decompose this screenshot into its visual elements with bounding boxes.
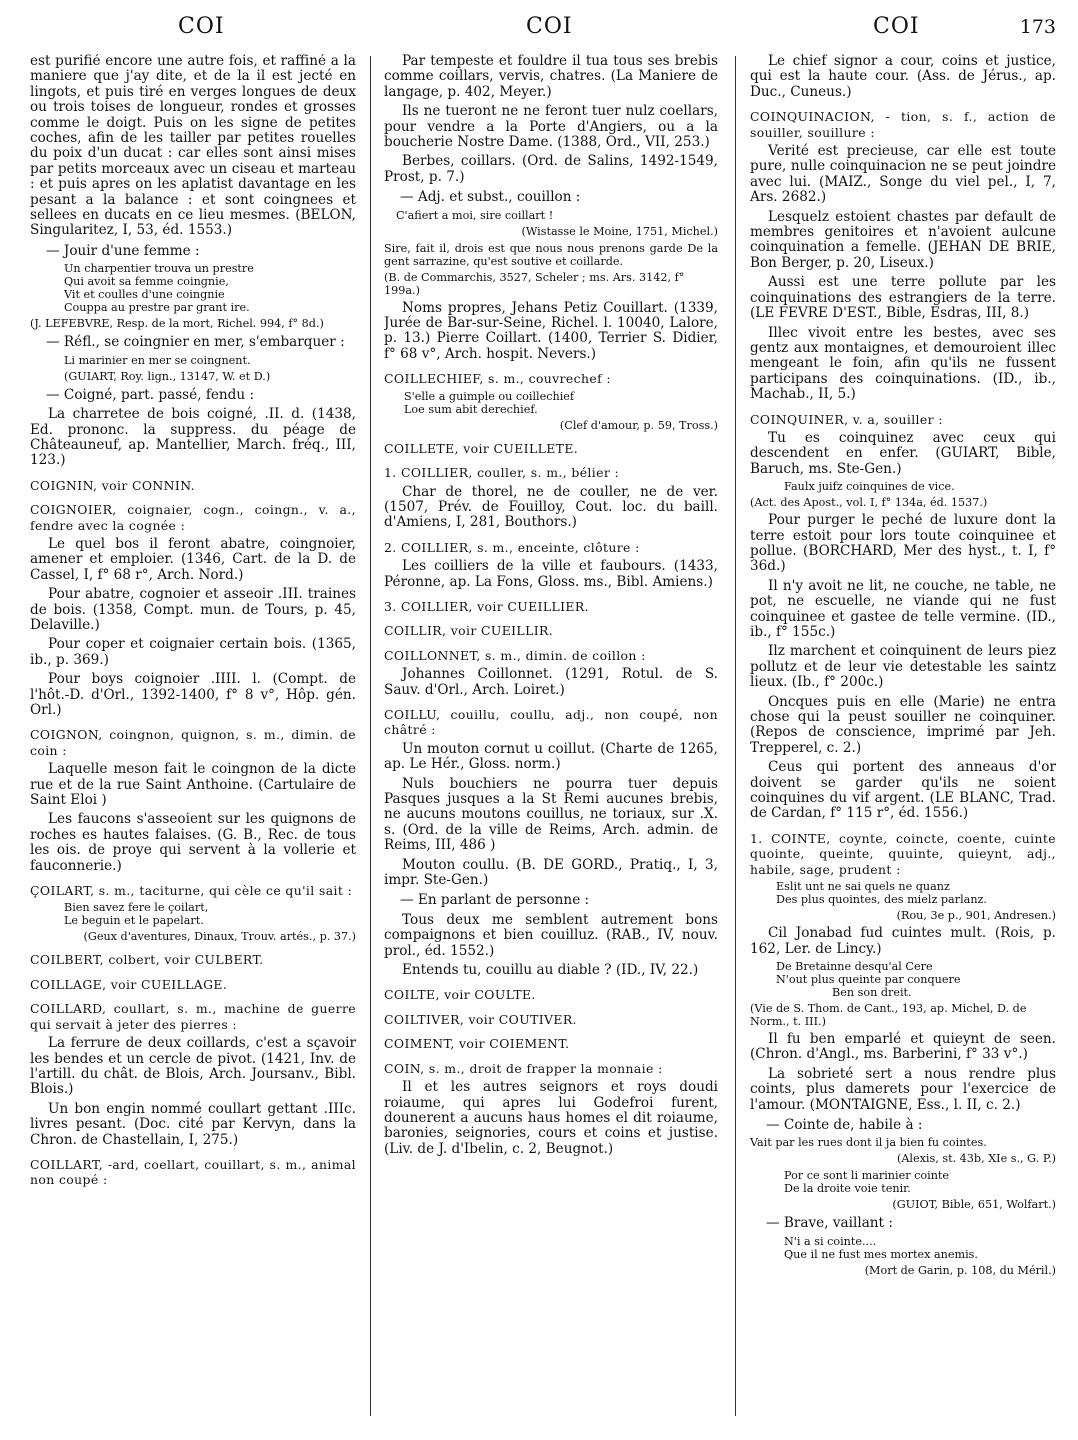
entry-headword: COILLU, couillu, coullu, adj., non coupé, non châtré : (384, 706, 718, 738)
sense-heading: — Jouir d'une femme : (46, 242, 200, 259)
verse-line: N'i a si cointe.... (784, 1234, 877, 1248)
paragraph: Berbes, coillars. (Ord. de Salins, 1492-1549, Prost, p. 7.) (384, 153, 718, 185)
entry-headword: 1. COINTE, coynte, coincte, coente, cuinte quointe, queinte, quuinte, quieynt, adj., habile, sage, prudent : (750, 830, 1056, 877)
citation: (Clef d'amour, p. 59, Tross.) (559, 418, 718, 432)
citation: (B. de Commarchis, 3527, Scheler ; ms. Ars. 3142, f° 199a.) (384, 270, 685, 297)
entry-headword: COILTE, voir COULTE. (384, 987, 536, 1003)
verse-quote (784, 480, 1056, 493)
citation: (Geux d'aventures, Dinaux, Trouv. artés., p. 37.) (83, 930, 356, 944)
verse-line: Couppa au prestre par grant ire. (64, 301, 250, 315)
paragraph: Un mouton cornut u coillut. (Charte de 1265, ap. Le Hér., Gloss. norm.) (384, 740, 718, 773)
sense-heading: — Coigné, part. passé, fendu : (46, 386, 255, 403)
verse-line: Qui avoit sa femme coingnie, (64, 275, 229, 289)
paragraph: La charretee de bois coigné, .II. d. (1438, Ed. prononc. la suppress. du péage de Châteauneuf, ap. Mantellier, March. fréq., III, 123.) (30, 406, 356, 469)
verse-line: N'out plus queinte par conquere (776, 972, 961, 986)
paragraph: Le chief signor a cour, coins et justice, qui est la haute cour. (Ass. de Jérus., ap. Duc., Cuneus.) (750, 54, 1056, 100)
paragraph: Ceus qui portent des anneaus d'or doivent se garder qu'ils ne soient coinquines du vif argent. (LE BLANC, Trad. de Cardan, f° 115 r°, éd. 1556.) (750, 759, 1056, 822)
paragraph: Laquelle meson fait le coingnon de la dicte rue et de la rue Saint Anthoine. (Cartulaire de Saint Eloi ) (30, 761, 356, 809)
verse-quote (784, 1235, 1056, 1261)
paragraph: Cil Jonabad fud cuintes mult. (Rois, p. 162, Ler. de Lincy.) (750, 925, 1056, 957)
verse-line: Eslit unt ne sai quels ne quanz (776, 880, 950, 894)
paragraph: La sobrieté sert a nous rendre plus coints, plus damerets pour l'exercice de l'amour. (MONTAIGNE, Ess., l. II, c. 2.) (750, 1065, 1056, 1113)
verse-line: Bien savez fere le çoilart, (64, 901, 209, 915)
verse-quote (750, 1136, 1056, 1149)
page-number: 173 (1019, 16, 1056, 38)
citation: (Mort de Garin, p. 108, du Méril.) (864, 1263, 1056, 1277)
entry-headword: ÇOILART, s. m., taciturne, qui cèle ce qu'il sait : (30, 883, 353, 899)
verse-quote (776, 960, 1056, 999)
header-left: COI (178, 14, 225, 39)
verse-line: Por ce sont li marinier cointe (784, 1169, 950, 1183)
verse-quote (776, 880, 1056, 906)
paragraph: Tu es coinquinez avec ceux qui descendent en enfer. (GUIART, Bible, Baruch, ms. Ste-Gen.) (750, 429, 1056, 477)
paragraph: Par tempeste et fouldre il tua tous ses brebis comme coillars, vervis, chatres. (La Maniere de langage, p. 402, Meyer.) (384, 54, 718, 100)
citation: (J. LEFEBVRE, Resp. de la mort, Richel. 994, f° 8d.) (30, 317, 324, 331)
sense-heading: — Cointe de, habile à : (766, 1116, 923, 1133)
verse-line: Le beguin et le papelart. (64, 914, 204, 928)
entry-headword: COILLAGE, voir CUEILLAGE. (30, 976, 228, 992)
verse-line: Des plus quointes, des mielz parlanz. (776, 893, 987, 907)
column-2 (384, 54, 718, 1424)
column-1 (30, 54, 356, 1424)
column-rule-left (370, 56, 371, 1416)
entry-headword: COINQUINACION, - tion, s. f., action de souiller, souillure : (750, 109, 1056, 140)
paragraph: Pour boys coignoier .IIII. l. (Compt. de l'hôt.-D. d'Orl., 1392-1400, f° 8 v°, Hôp. gén. Orl.) (30, 671, 356, 718)
entry-headword: COILLIR, voir CUEILLIR. (384, 623, 554, 639)
entry-headword: 3. COILLIER, voir CUEILLIER. (384, 598, 589, 614)
citation: (Act. des Apost., vol. I, f° 134a, éd. 1537.) (750, 496, 988, 510)
paragraph: Ils ne tueront ne ne feront tuer nulz coellars, pour vendre a la Porte d'Angiers, ou a la boucherie Nostre Dame. (1388, Ord., VII, 253.) (384, 103, 718, 151)
verse-line: De Bretainne desqu'al Cere (776, 959, 933, 973)
entry-headword: COILBERT, colbert, voir CULBERT. (30, 952, 264, 968)
paragraph: Noms propres, Jehans Petiz Couillart. (1339, Jurée de Bar-sur-Seine, Richel. l. 10040, Lalore, p. 13.) Pierre Coillart. (1400, Terrier S. Didier, f° 68 v°, Arch. hospit. Nevers.) (384, 299, 718, 362)
verse-line: De la droite voie tenir. (784, 1182, 911, 1196)
paragraph: Pour purger le peché de luxure dont la terre estoit pour lors toute coinquinee et pollue. (BORCHARD, Mer des hyst., t. I, f° 36d.) (750, 512, 1056, 575)
entry-headword: COILLONNET, s. m., dimin. de coillon : (384, 647, 646, 663)
paragraph: Oncques puis en elle (Marie) ne entra chose qui la peust souiller ne coinquiner. (Repos de conscience, imprimé par Jeh. Trepperel, c. 2.) (750, 693, 1056, 756)
entry-headword: COILLECHIEF, s. m., couvrechef : (384, 371, 611, 387)
verse-quote (784, 1169, 1056, 1195)
paragraph: Pour coper et coignaier certain bois. (1365, ib., p. 369.) (30, 636, 356, 668)
entry-headword: COILTIVER, voir COUTIVER. (384, 1011, 577, 1027)
paragraph: Un bon engin nommé coullart gettant .IIIc. livres pesant. (Doc. cité par Kervyn, dans la Chron. de Chastellain, I, 275.) (30, 1100, 356, 1148)
entry-headword: COIGNIN, voir CONNIN. (30, 477, 195, 493)
running-header (0, 14, 1078, 44)
entry-headword: COINQUINER, v. a, souiller : (750, 411, 943, 427)
column-3 (750, 54, 1056, 1424)
entry-headword: 2. COILLIER, s. m., enceinte, clôture : (384, 539, 640, 555)
paragraph: Le quel bos il feront abatre, coingnoier, amener et emploier. (1346, Cart. de la D. de Cassel, I, f° 68 r°, Arch. Nord.) (30, 535, 356, 583)
header-right: COI (873, 14, 920, 39)
sense-heading: — Adj. et subst., couillon : (400, 189, 581, 206)
column-rule-right (735, 56, 736, 1416)
verse-quote: Sire, fait il, drois est que nous nous prenons garde De la gent sarrazine, qu'est soutive et coillarde. (384, 241, 718, 268)
entry-headword: COILLARD, coullart, s. m., machine de guerre qui servait à jeter des pierres : (30, 1001, 356, 1032)
verse-quote (64, 262, 356, 314)
verse-line: Un charpentier trouva un prestre (64, 262, 254, 276)
paragraph: La ferrure de deux coillards, c'est a sçavoir les bendes et un cercle de pivot. (1421, Inv. de l'artill. du chât. de Blois, Arch. Joursanv., Bibl. Blois.) (30, 1035, 356, 1098)
paragraph: Les coilliers de la ville et faubours. (1433, Péronne, ap. La Fons, Gloss. ms., Bibl. Amiens.) (384, 558, 718, 590)
citation: (Vie de S. Thom. de Cant., 193, ap. Michel, D. de Norm., t. III.) (750, 1001, 1027, 1028)
citation: (GUIOT, Bible, 651, Wolfart.) (892, 1198, 1056, 1212)
paragraph: Illec vivoit entre les bestes, avec ses gentz aux montaignes, et demouroient illec mengeant le foin, afin qu'ils ne fussent participans des coinquinations. (ID., ib., Machab., II, 5.) (750, 324, 1056, 403)
entry-headword: COILLETE, voir CUEILLETE. (384, 440, 579, 456)
verse-line: Vit et coulles d'une coingnie (64, 288, 225, 302)
entry-headword: COIGNON, coingnon, quignon, s. m., dimin. de coin : (30, 727, 356, 758)
verse-line: Ben son dreit. (832, 985, 912, 999)
paragraph: Tous deux me semblent autrement bons compaignons et bien couilluz. (RAB., IV, nouv. prol., éd. 1552.) (384, 911, 718, 959)
paragraph: est purifié encore une autre fois, et raffiné a la maniere que j'ay dite, et de la il est jecté en lingots, et puis tiré en verges longues de deux ou trois toises de longueur, rondes et grosses comme le doigt. Puis on les signe de petites coches, afin de les tailler par petites rouelles du poix d'un ducat : car elles sont ainsi mises par petits morceaux avec un ciseau et marteau : et puis apres on les aplatist davantage en les pesant a la balance : et sont coingnees et sellees en ducats en ce lieu mesmes. (BELON, Singularitez, I, 53, éd. 1553.) (30, 54, 356, 239)
paragraph: Il n'y avoit ne lit, ne couche, ne table, ne pot, ne escuelle, ne viande qui ne fust coinquinee et gastee de telle vermine. (ID., ib., f° 155c.) (750, 577, 1056, 640)
verse-line: Li marinier en mer se coingnent. (64, 353, 251, 367)
verse-quote (396, 209, 718, 222)
verse-line: C'afiert a moi, sire coillart ! (396, 208, 554, 222)
entry-headword: 1. COILLIER, couller, s. m., bélier : (384, 465, 620, 481)
verse-quote (404, 390, 718, 416)
verse-quote (64, 354, 356, 367)
sense-heading: — Réfl., se coingnier en mer, s'embarquer : (46, 334, 345, 351)
verse-line: Vait par les rues dont il ja bien fu cointes. (750, 1136, 987, 1150)
citation: (Rou, 3e p., 901, Andresen.) (896, 909, 1056, 923)
paragraph: Lesquelz estoient chastes par default de membres genitoires et n'avoient aulcune coinquination a femelle. (JEHAN DE BRIE, Bon Berger, p. 20, Liseux.) (750, 208, 1056, 271)
sense-heading: — En parlant de personne : (400, 892, 590, 909)
paragraph: Ilz marchent et coinquinent de leurs piez pollutz et de leur vie detestable les saintz lieux. (Ib., f° 200c.) (750, 643, 1056, 691)
verse-line: Que il ne fust mes mortex anemis. (784, 1247, 978, 1261)
citation: (GUIART, Roy. lign., 13147, W. et D.) (64, 369, 271, 383)
paragraph: Nuls bouchiers ne pourra tuer depuis Pasques jusques a la St Remi aucunes brebis, ne aucuns moutons couillus, ne toriaux, sur .X. s. (Ord. de la ville de Reims, Arch. admin. de Reims, III, 486 ) (384, 775, 718, 854)
sense-heading: — Brave, vaillant : (766, 1215, 893, 1232)
entry-headword: COIMENT, voir COIEMENT. (384, 1036, 570, 1052)
entry-headword: COIGNOIER, coignaier, cogn., coingn., v. a., fendre avec la cognée : (30, 502, 356, 533)
entry-headword: COIN, s. m., droit de frapper la monnaie : (384, 1060, 663, 1076)
citation: (Wistasse le Moine, 1751, Michel.) (521, 224, 718, 238)
verse-line: S'elle a guimple ou coillechief (404, 389, 575, 403)
paragraph: Il fu ben emparlé et quieynt de seen. (Chron. d'Angl., ms. Barberini, f° 33 v°.) (750, 1030, 1056, 1063)
paragraph: Mouton coullu. (B. DE GORD., Pratiq., I, 3, impr. Ste-Gen.) (384, 856, 718, 889)
paragraph: Char de thorel, ne de couller, ne de ver. (1507, Prév. de Fouilloy, Cout. loc. du baill. d'Amiens, I, 281, Bouthors.) (384, 483, 718, 531)
paragraph: Johannes Coillonnet. (1291, Rotul. de S. Sauv. d'Orl., Arch. Loiret.) (384, 666, 718, 698)
citation: (Alexis, st. 43b, XIe s., G. P.) (896, 1152, 1056, 1166)
paragraph: Aussi est une terre pollute par les coinquinations des estrangiers de la terre. (LE FEVRE D'EST., Bible, Esdras, III, 8.) (750, 274, 1056, 322)
paragraph: Il et les autres seignors et roys doudi roiaume, qui apres lui Godefroi furent, dounerent a aucuns haus homes el dit roiaume, baronies, seignories, cours et coins et justise. (Liv. de J. d'Ibelin, c. 2, Beugnot.) (384, 1079, 718, 1157)
paragraph: Verité est precieuse, car elle est toute pure, nulle coinquinacion ne se peut joindre avec lui. (MAIZ., Songe du viel pel., I, 7, Ars. 2682.) (750, 143, 1056, 206)
verse-line: Loe sum abit derechief. (404, 402, 538, 416)
paragraph: Entends tu, couillu au diable ? (ID., IV, 22.) (402, 962, 699, 979)
verse-quote (64, 901, 356, 927)
entry-headword: COILLART, -ard, coellart, couillart, s. m., animal non coupé : (30, 1156, 356, 1188)
header-center: COI (526, 14, 573, 39)
verse-line: Faulx juifz coinquines de vice. (784, 480, 955, 494)
paragraph: Pour abatre, cognoier et asseoir .III. traines de bois. (1358, Compt. mun. de Tours, p. 45, Delaville.) (30, 586, 356, 633)
paragraph: Les faucons s'asseoient sur les quignons de roches es hautes falaises. (G. B., Rec. de tous les ois. de proye qui servent à la vollerie et fauconnerie.) (30, 811, 356, 874)
